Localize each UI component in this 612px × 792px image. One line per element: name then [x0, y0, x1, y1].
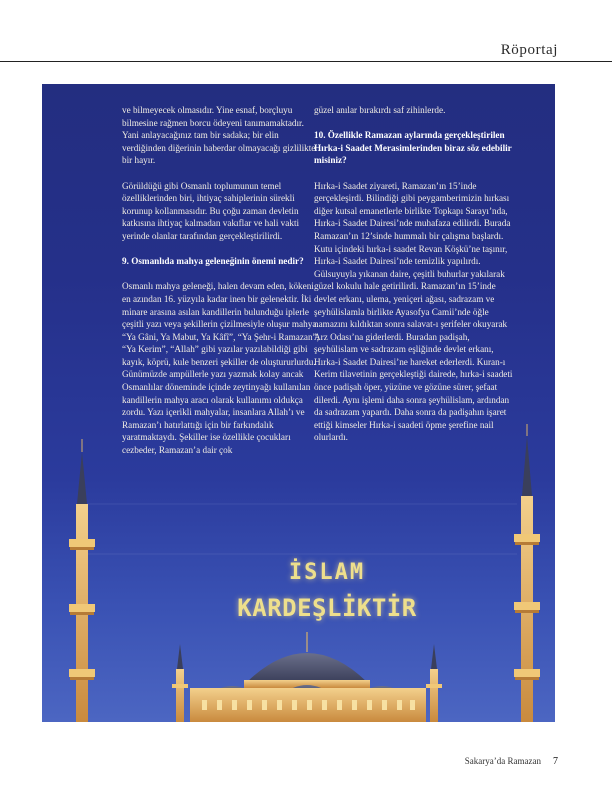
section-title: Röportaj — [500, 42, 558, 58]
paragraph: Görüldüğü gibi Osmanlı toplumunun temel özelliklerinden biri, ihtiyaç sahiplerinin sürekli korunup kollanmasıdır. Bu çoğu zaman devletin katkısına ihtiyaç kalmadan vakıflar ve hali vakti yerinde olanlar tarafından gerçekleştirilirdi. — [122, 180, 300, 241]
paragraph: Osmanlı mahya geleneği, halen devam eden, kökeni en azından 16. yüzyıla kadar inen bir gelenektir. İki minare arasına asılan kandillerin bulunduğu iplerle çeşitli yazı veya şekillerin çizilmesiyle oluşur mahya. “Ya Gâni, Ya Mabut, Ya Kâfî”, “Ya Şehr-i Ramazan”, “Ya Kerim”, “Allah” gibi yazılar yazılabildiği gibi kayık, köprü, kule benzeri şekiller de oluştururlurdu. Günümüzde ampüllerle yazı yazmak kolay ancak Osmanlılar döneminde içinde zeytinyağı kullanılan kandillerin mahya aracı olarak kullanımı oldukça zordu. Yazı içerikli mahyalar, insanlara Allah’ı ve Ramazan’ı hatırlattığı için bir farkındalık yaratmaktaydı. Şekiller ise özellikle çocukları cezbeder, Ramazan’a dair çok — [122, 281, 319, 456]
header-rule — [0, 61, 612, 62]
left-minaret — [69, 439, 95, 722]
question-heading: 9. Osmanlıda mahya geleneğinin önemi nedir? — [122, 256, 304, 267]
right-text-column — [314, 104, 514, 457]
mosque-photo-panel — [42, 84, 555, 722]
paragraph: güzel anılar bırakırdı saf zihinlerde. — [314, 105, 446, 115]
left-text-column — [122, 104, 322, 469]
right-minaret — [514, 424, 540, 722]
mahya-line-2: KARDEŞLİKTİR — [237, 594, 417, 622]
central-dome — [190, 632, 426, 722]
question-heading: 10. Özellikle Ramazan aylarında gerçekleştirilen Hırka-i Saadet Merasimlerinden biraz söz edebilir misiniz? — [314, 130, 512, 166]
paragraph: ve bilmeyecek olmasıdır. Yine esnaf, borçluyu bilmesine rağmen borcu ödeyeni tanımamaktadır. Yani anlayacağınız tam bir sadaka; bir elin verdiğinden diğerinin haberdar olmayacağı gizlilikte bir hayır. — [122, 105, 316, 166]
paragraph: Hırka-i Saadet ziyareti, Ramazan’ın 15’inde gerçekleşirdi. Bilindiği gibi peygamberimizin hırkası diğer kutsal emanetlerle birlikte Topkapı Sarayı’nda, Hırka-i Saadet Dairesi’nde muhafaza edilirdi. Burada Ramazan’ın 12’sinde hummalı bir çalışma başlardı. Kutu içindeki hırka-i saadet Revan Köşkü’ne taşınır, Hırka-i Saadet Dairesi’nde temizlik yapılırdı. Gülsuyuyla yıkanan daire, çeşitli buhurlar yakılarak güzel kokulu hale getirilirdi. Ramazan’ın 15’inde devlet erkanı, ulema, yeniçeri ağası, sadrazam ve şeyhülislamla birlikte Ayasofya Camii’nde öğle namazını kıldıktan sonra salavat-ı şerifeler okuyarak Arz Odası’na giderlerdi. Buradan padişah, şeyhülislam ve sadrazam eşliğinde devlet erkanı, Hırka-i Saadet Dairesi’ne hareket ederlerdi. Kuran-ı Kerim tilavetinin gerçekleştiği dairede, hırka-i saadeti önce padişah öper, yüzüne ve gözüne sürer, şefaat dilerdi. Aynı işlemi daha sonra şeyhülislam, ardından da sadrazam yapardı. Daha sonra da padişahın işaret ettiği kimseler Hırka-i saadeti öpme şerefine nail olurlardı. — [314, 180, 513, 443]
page-number: 7 — [553, 756, 558, 767]
magazine-name: Sakarya’da Ramazan — [464, 756, 541, 766]
mahya-line-1: İSLAM — [288, 560, 366, 585]
page-footer — [465, 756, 558, 767]
